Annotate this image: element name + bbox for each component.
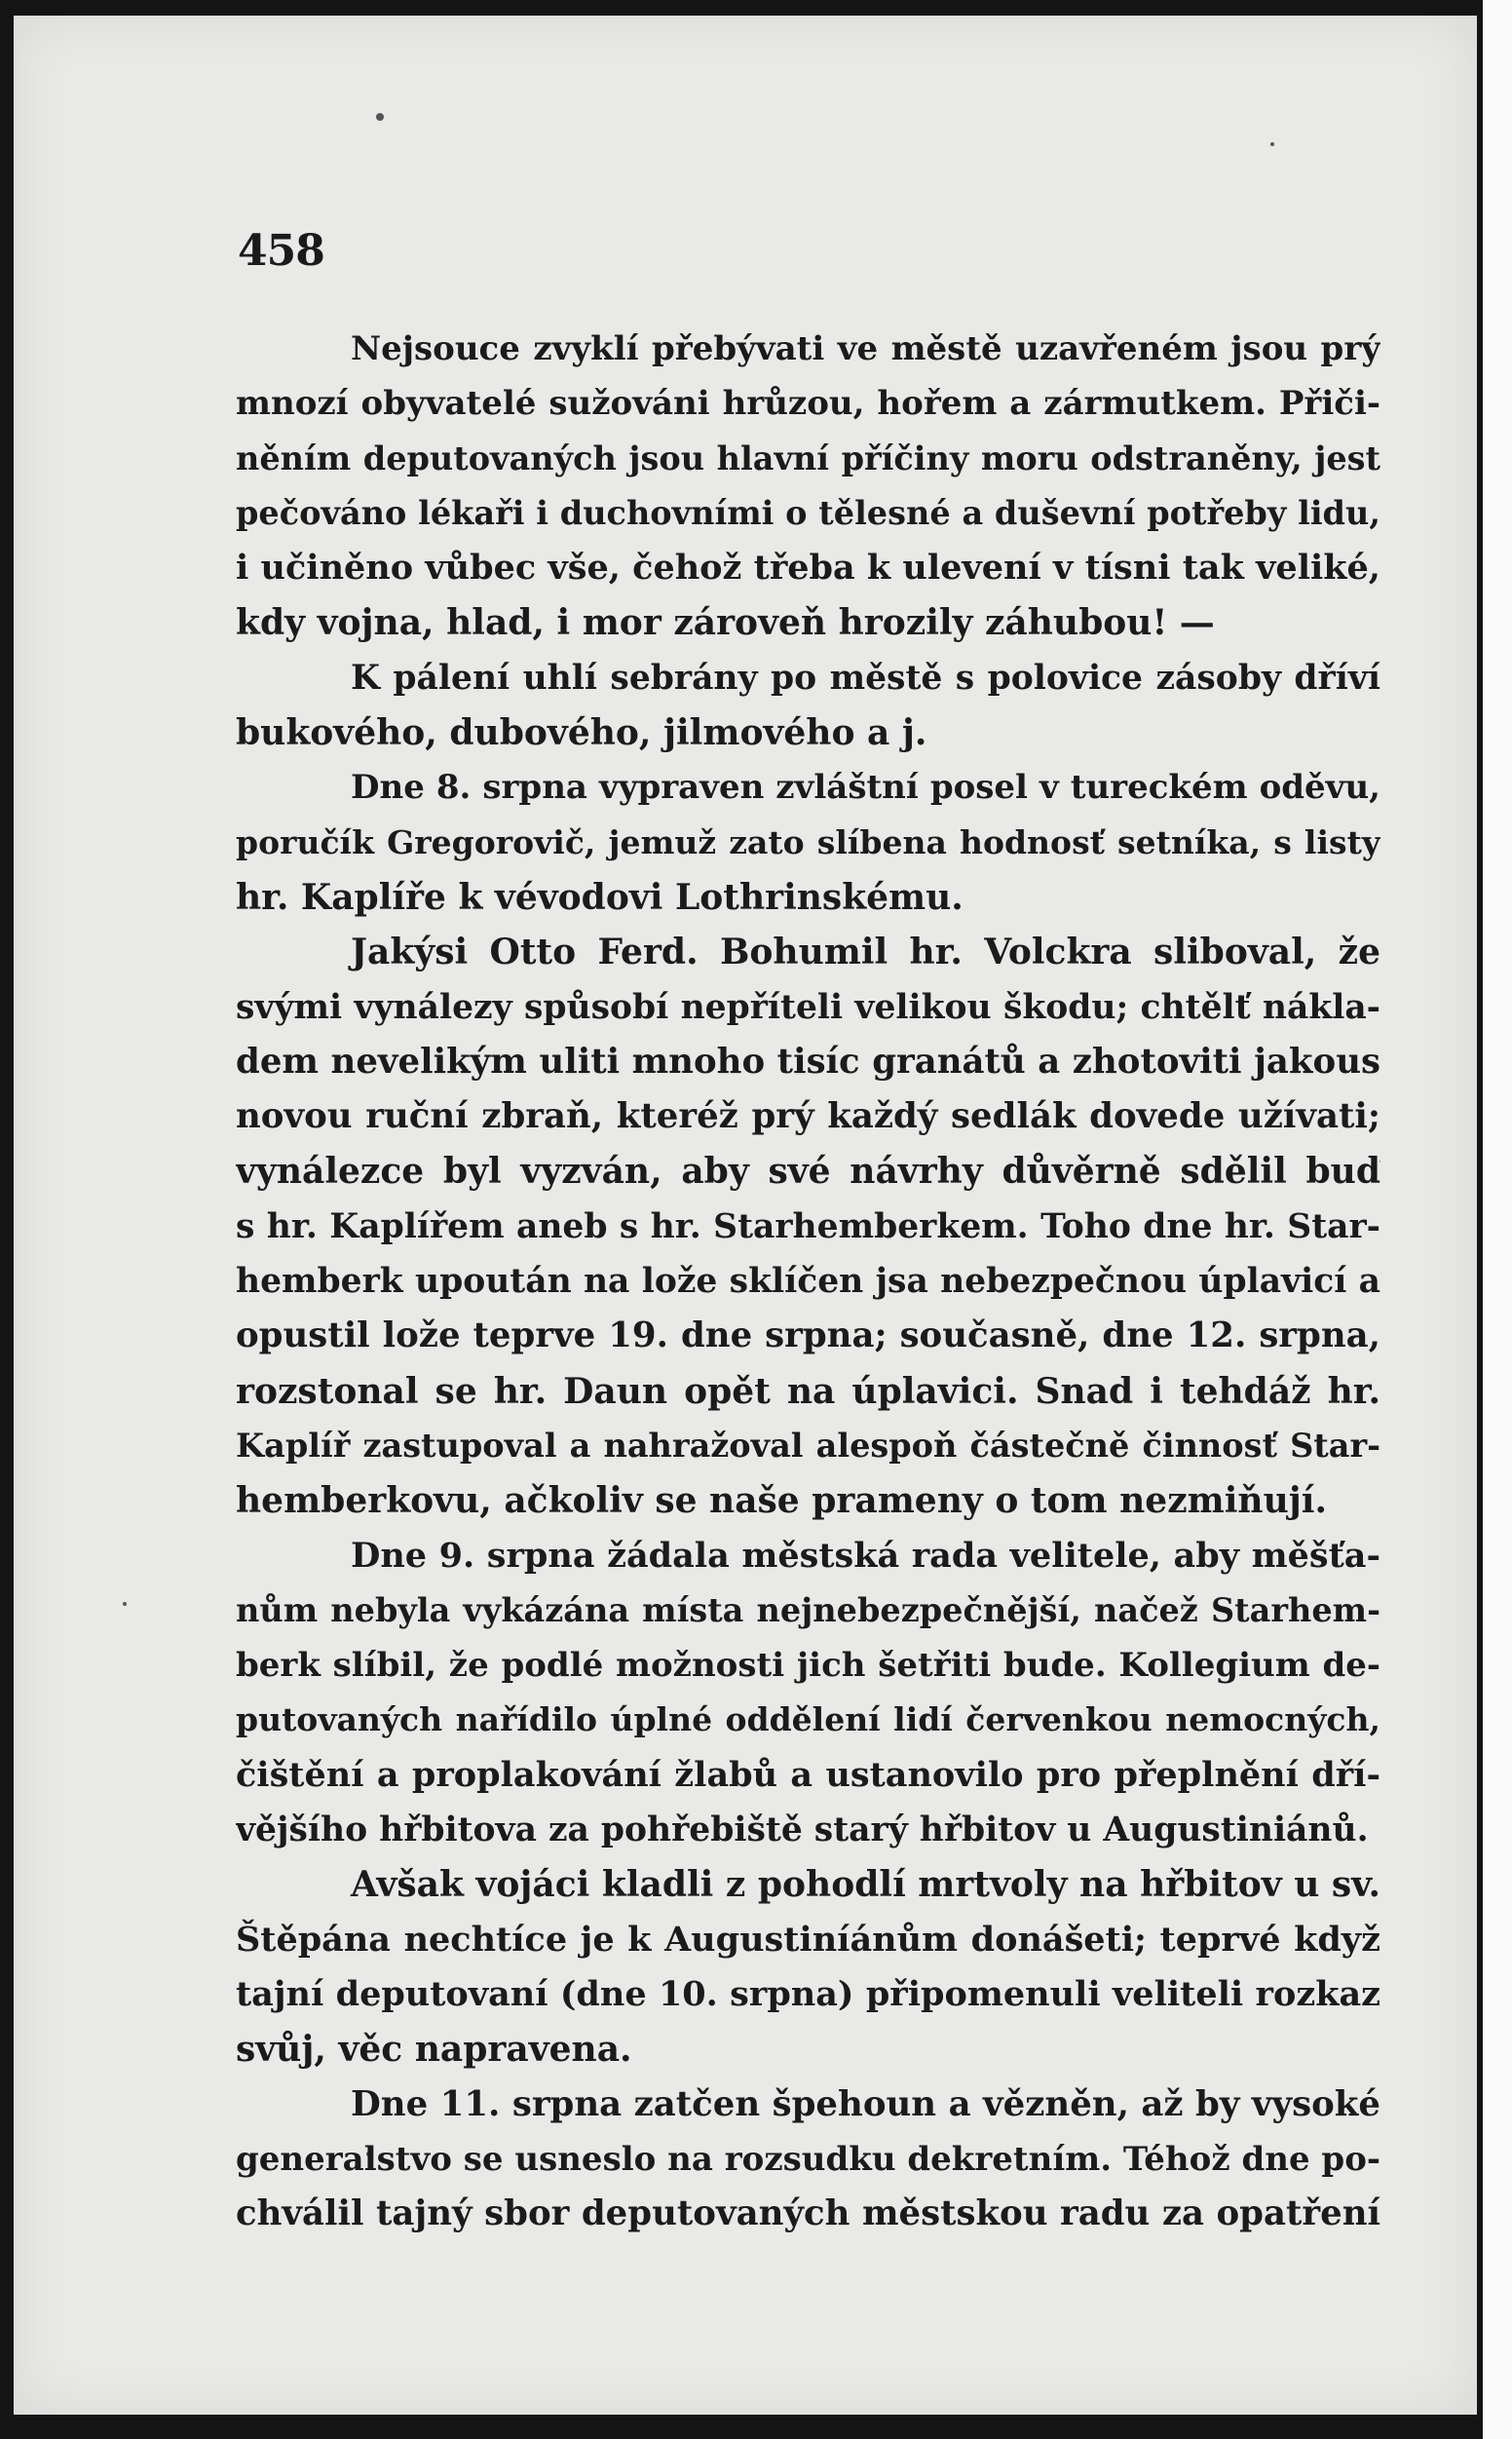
print-speck [376,113,384,121]
text-line: Jakýsi Otto Ferd. Bohumil hr. Volckra sliboval, že [351,932,1380,973]
text-line: nům nebyla vykázána místa nejnebezpečnější, načež Starhem- [236,1590,1380,1629]
text-line: čištění a proplakování žlabů a ustanovilo pro přeplnění dří- [236,1754,1380,1795]
print-speck [123,1602,127,1606]
text-line: hr. Kaplíře k vévodovi Lothrinskému. [236,876,964,918]
text-line: hemberk upoután na lože sklíčen jsa nebezpečnou úplavicí a [236,1262,1380,1302]
text-line: generalstvo se usneslo na rozsudku dekretním. Téhož dne po- [236,2139,1380,2179]
text-line: svůj, věc napravena. [236,2029,632,2071]
text-line: Štěpána nechtíce je k Augustiníánům donášeti; teprvé když [236,1919,1380,1960]
text-line: i učiněno vůbec vše, čehož třeba k ulevení v tísni tak veliké, [236,548,1380,589]
text-line: Nejsouce zvyklí přebývati ve městě uzavřeném jsou prý [351,329,1380,368]
text-line: pečováno lékaři i duchovními o tělesné a duševní potřeby lidu, [236,493,1380,532]
text-line: Dne 8. srpna vypraven zvláštní posel v tureckém oděvu, [351,768,1380,808]
text-line: Kaplíř zastupoval a nahražoval alespoň částečně činnosť Star- [236,1426,1380,1465]
text-line: vějšího hřbitova za pohřebiště starý hřbitov u Augustiniánů. [236,1810,1369,1850]
text-line: opustil lože teprve 19. dne srpna; současně, dne 12. srpna, [236,1315,1380,1356]
text-line: bukového, dubového, jilmového a j. [236,712,927,754]
text-line: mnozí obyvatelé sužováni hrůzou, hořem a zármutkem. Přiči- [236,384,1380,424]
text-line: kdy vojna, hlad, i mor zároveň hrozily záhubou! — [236,602,1215,644]
text-line: s hr. Kaplířem aneb s hr. Starhemberkem. Toho dne hr. Star- [236,1206,1380,1246]
text-line: novou ruční zbraň, kteréž prý každý sedlák dovede užívati; [236,1096,1380,1137]
scan-edge [1483,0,1512,2439]
text-line: tajní deputovaní (dne 10. srpna) připomenuli veliteli rozkaz [236,1973,1380,2014]
text-line: hemberkovu, ačkoliv se naše prameny o tom nezmiňují. [236,1480,1328,1522]
print-speck [1270,142,1274,146]
text-line: vynálezce byl vyzván, aby své návrhy důvěrně sdělil buď [236,1151,1380,1193]
text-line: Dne 11. srpna zatčen špehoun a vězněn, až by vysoké [351,2083,1380,2124]
text-line: putovaných nařídilo úplné oddělení lidí červenkou nemocných, [236,1700,1380,1739]
text-line: poručík Gregorovič, jemuž zato slíbena hodnosť setníka, s listy [236,822,1380,861]
text-line: něním deputovaných jsou hlavní příčiny moru odstraněny, jest [236,438,1380,477]
body-text [236,322,1380,2241]
text-line: svými vynálezy spůsobí nepříteli velikou škodu; chtělť nákla- [236,987,1380,1027]
text-line: chválil tajný sbor deputovaných městskou radu za opatření [236,2193,1380,2234]
text-line: berk slíbil, že podlé možnosti jich šetřiti bude. Kollegium de- [236,1646,1380,1686]
text-line: K pálení uhlí sebrány po městě s polovice zásoby dříví [351,658,1380,698]
text-line: Avšak vojáci kladli z pohodlí mrtvoly na hřbitov u sv. [351,1864,1380,1906]
text-line: Dne 9. srpna žádala městská rada velitele, aby měšťa- [351,1535,1380,1576]
text-line: dem nevelikým uliti mnoho tisíc granátů a zhotoviti jakous [236,1041,1380,1082]
text-line: rozstonal se hr. Daun opět na úplavici. Snad i tehdáž hr. [236,1370,1380,1412]
page-number: 458 [238,226,324,276]
